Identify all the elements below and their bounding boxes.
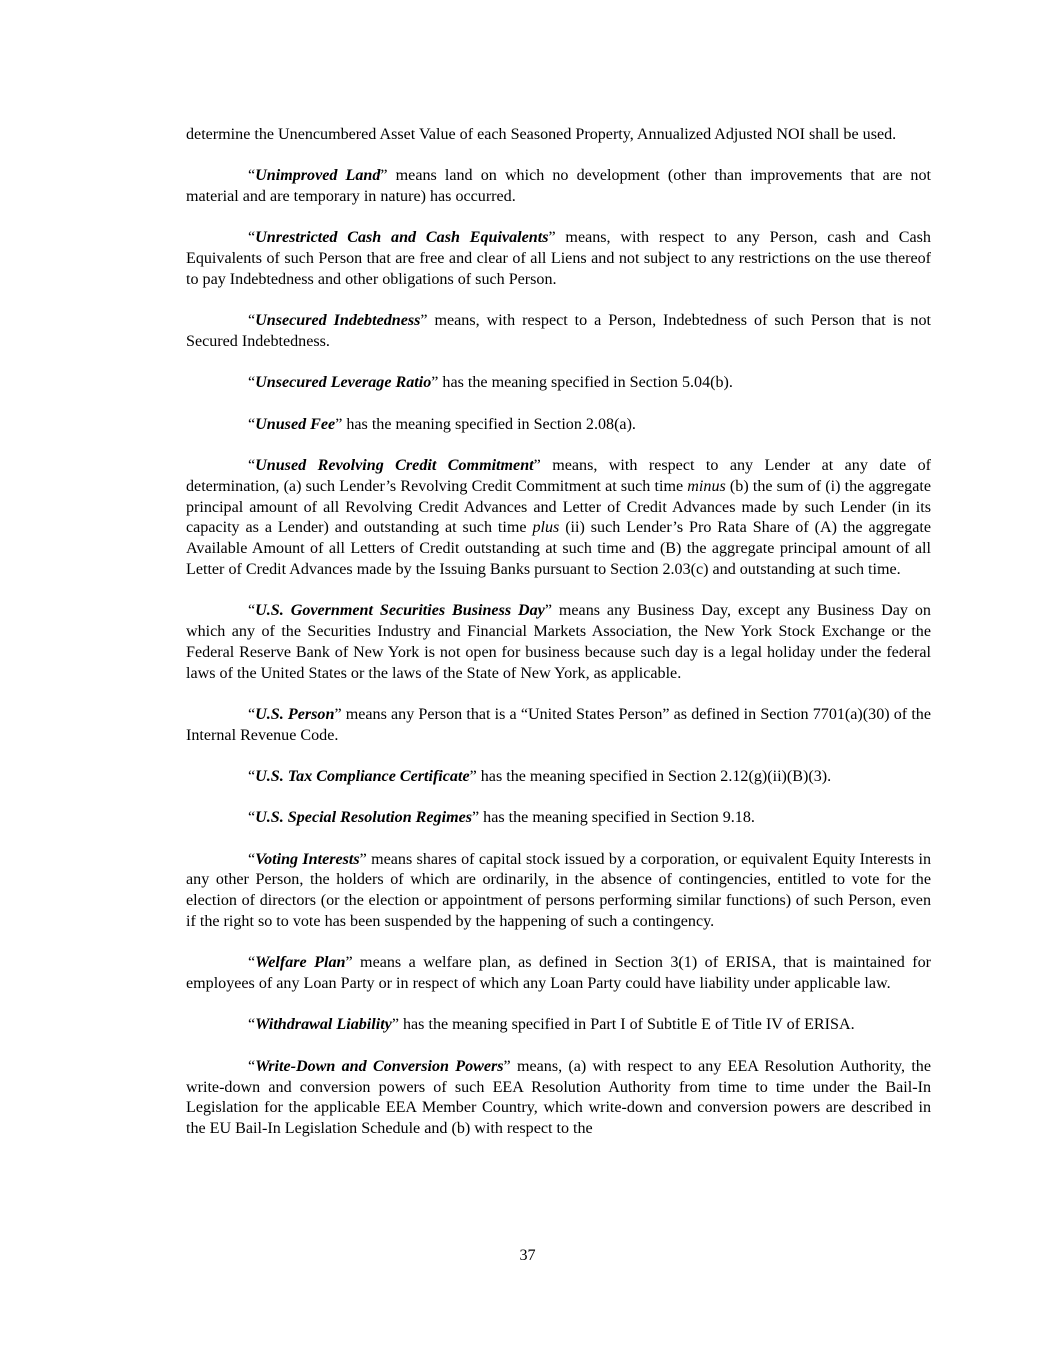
defined-term: U.S. Government Securities Business Day — [255, 602, 545, 620]
continuation-paragraph — [186, 125, 931, 146]
definition-paragraph — [186, 705, 931, 747]
body-text: ” means shares of capital stock issued by a corporation, or equivalent Equity Interests in any other Person, the holders of which are ordinarily, in the absence of contingencies, entitled to vote for the election of directors (or the election or appointment of persons performing similar functions) of such Person, even if the right so to vote has been suspended by the happening of such a contingency. — [186, 850, 931, 931]
body-text: “ — [248, 954, 256, 972]
body-text: “ — [248, 809, 256, 827]
defined-term: Unsecured Leverage Ratio — [255, 374, 432, 392]
defined-term: U.S. Person — [255, 705, 335, 723]
body-text: ” has the meaning specified in Section 2.08(a). — [335, 415, 636, 433]
body-text: “ — [248, 768, 256, 786]
emphasis-text: plus — [532, 519, 560, 537]
body-text: ” means, (a) with respect to any EEA Resolution Authority, the write-down and conversion powers of such EEA Resolution Authority from time to time under the Bail-In Legislation for the applicable EEA Member Country, which write-down and conversion powers are described in the EU Bail-In Legislation Schedule and (b) with respect to the — [186, 1057, 931, 1138]
definition-paragraph — [186, 1015, 931, 1036]
body-text: ” has the meaning specified in Part I of Subtitle E of Title IV of ERISA. — [391, 1016, 855, 1034]
body-text: “ — [248, 415, 256, 433]
defined-term: Unsecured Indebtedness — [255, 312, 421, 330]
defined-term: Voting Interests — [255, 850, 360, 868]
body-text: “ — [248, 1016, 256, 1034]
body-text: “ — [248, 312, 256, 330]
emphasis-text: minus — [687, 477, 726, 495]
body-text: “ — [248, 705, 256, 723]
body-text: ” means, with respect to any Person, cash and Cash Equivalents of such Person that are free and clear of all Liens and not subject to any restrictions on the use thereof to pay Indebtedness and other obligations of such Person. — [186, 229, 931, 288]
definition-paragraph — [186, 415, 931, 436]
defined-term: Unrestricted Cash and Cash Equivalents — [255, 229, 549, 247]
body-text: “ — [248, 374, 256, 392]
definition-paragraph — [186, 850, 931, 933]
page-number: 37 — [519, 1247, 536, 1264]
definition-paragraph — [186, 808, 931, 829]
body-text: ” means a welfare plan, as defined in Section 3(1) of ERISA, that is maintained for employees of any Loan Party or in respect of which any Loan Party could have liability under applicable law. — [186, 954, 931, 993]
body-text: (b) the sum of (i) the aggregate principal amount of all Revolving Credit Advances and Letter of Credit Advances made by such Lender (in its capacity as a Lender) and outstanding at such time — [186, 477, 931, 537]
body-text: ” means any Person that is a “United States Person” as defined in Section 7701(a)(30) of the Internal Revenue Code. — [186, 705, 931, 744]
body-text: ” means, with respect to any Lender at any date of determination, (a) such Lender’s Revolving Credit Commitment at such time — [186, 456, 931, 495]
definition-paragraph — [186, 373, 931, 394]
defined-term: Write-Down and Conversion Powers — [255, 1057, 504, 1075]
body-text: ” has the meaning specified in Section 5.04(b). — [431, 374, 733, 392]
definition-paragraph — [186, 1057, 931, 1140]
definition-paragraph — [186, 166, 931, 208]
body-text: “ — [248, 1057, 256, 1075]
body-text: determine the Unencumbered Asset Value of each Seasoned Property, Annualized Adjusted NOI shall be used. — [186, 126, 897, 143]
definition-paragraph — [186, 456, 931, 581]
body-text: ” means, with respect to a Person, Indebtedness of such Person that is not Secured Indebtedness. — [186, 312, 931, 351]
defined-term: Unused Revolving Credit Commitment — [255, 456, 534, 474]
body-text: “ — [248, 167, 256, 185]
body-text: ” has the meaning specified in Section 2.12(g)(ii)(B)(3). — [469, 768, 832, 786]
defined-term: Unused Fee — [255, 415, 336, 433]
definition-paragraph — [186, 767, 931, 788]
defined-term: U.S. Special Resolution Regimes — [255, 809, 472, 827]
definitions-body — [186, 125, 931, 1140]
definition-paragraph — [186, 601, 931, 684]
body-text: “ — [248, 456, 256, 474]
body-text: “ — [248, 850, 256, 868]
defined-term: Unimproved Land — [255, 167, 381, 185]
document-page — [186, 125, 931, 1160]
body-text: (ii) such Lender’s Pro Rata Share of (A) the aggregate Available Amount of all Letters of Credit outstanding at such time and (B) the aggregate principal amount of all Letter of Credit Advances made by the Issuing Banks pursuant to Section 2.03(c) and outstanding at such time. — [186, 519, 931, 578]
defined-term: Withdrawal Liability — [255, 1016, 392, 1034]
body-text: “ — [248, 602, 256, 620]
definition-paragraph — [186, 228, 931, 290]
body-text: “ — [248, 229, 256, 247]
definition-paragraph — [186, 311, 931, 353]
body-text: ” means land on which no development (other than improvements that are not material and are temporary in nature) has occurred. — [186, 167, 931, 206]
body-text: ” means any Business Day, except any Business Day on which any of the Securities Industry and Financial Markets Association, the New York Stock Exchange or the Federal Reserve Bank of New York is not open for business because such day is a legal holiday under the federal laws of the United States or the laws of the State of New York, as applicable. — [186, 602, 931, 682]
defined-term: U.S. Tax Compliance Certificate — [255, 768, 470, 786]
defined-term: Welfare Plan — [255, 954, 346, 972]
body-text: ” has the meaning specified in Section 9.18. — [472, 809, 755, 827]
definition-paragraph — [186, 953, 931, 995]
